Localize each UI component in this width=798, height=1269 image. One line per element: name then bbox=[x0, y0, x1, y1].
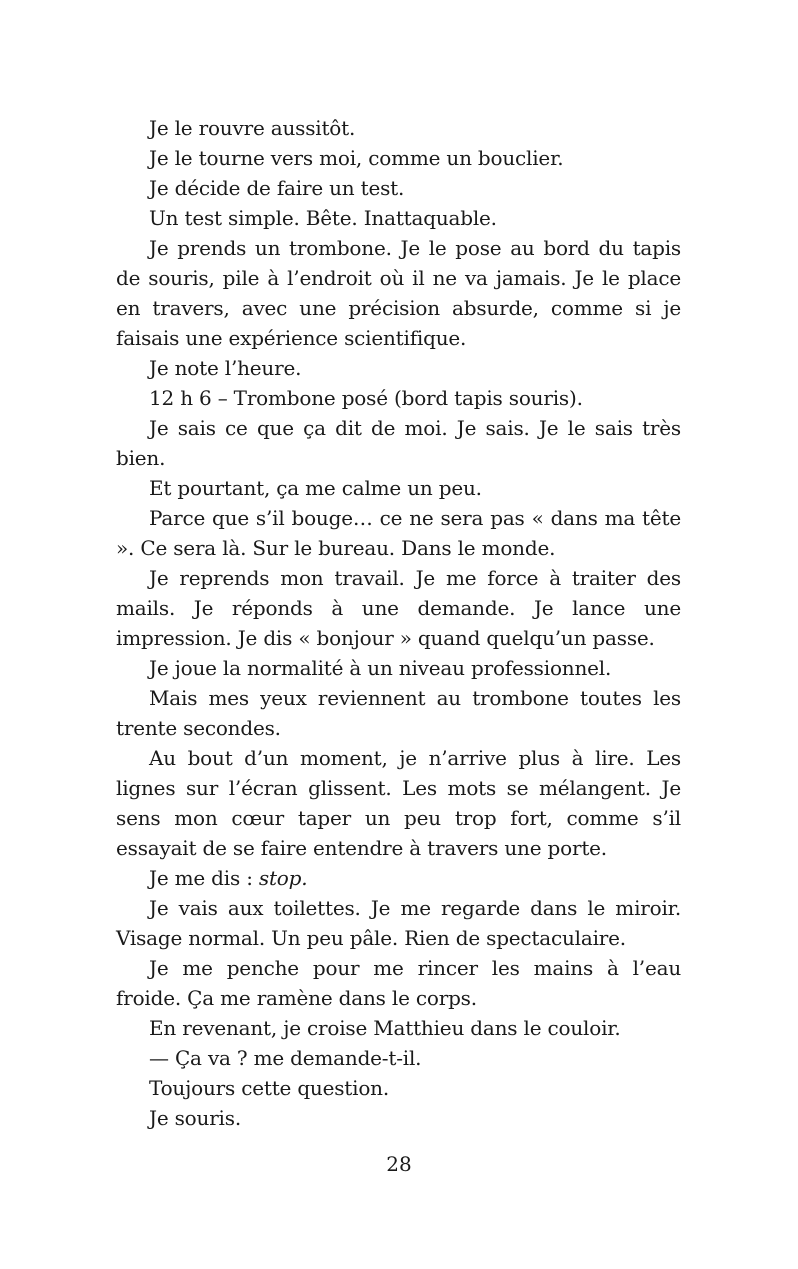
text-block bbox=[116, 113, 681, 1133]
dialogue-line: — Ça va ? me demande-t-il. bbox=[149, 1046, 422, 1070]
paragraph: Au bout d’un moment, je n’arrive plus à lire. Les lignes sur l’écran glissent. Les mots se mélangent. Je sens mon cœur taper un peu trop fort, comme s’il essayait de se faire entendre à travers une porte. bbox=[116, 746, 681, 860]
paragraph: Toujours cette question. bbox=[149, 1076, 390, 1100]
paragraph: En revenant, je croise Matthieu dans le couloir. bbox=[149, 1016, 621, 1040]
paragraph: Mais mes yeux reviennent au trombone toutes les trente secondes. bbox=[116, 686, 681, 740]
paragraph: Je prends un trombone. Je le pose au bord du tapis de souris, pile à l’endroit où il ne va jamais. Je le place en travers, avec une précision absurde, comme si je faisais une expérience scientifique. bbox=[116, 236, 681, 350]
paragraph: Je décide de faire un test. bbox=[149, 176, 405, 200]
paragraph-stop bbox=[116, 863, 681, 893]
paragraph: Je souris. bbox=[149, 1106, 241, 1130]
paragraph: Je reprends mon travail. Je me force à traiter des mails. Je réponds à une demande. Je lance une impression. Je dis « bonjour » quand quelqu’un passe. bbox=[116, 566, 681, 650]
italic-word: stop. bbox=[258, 866, 308, 890]
paragraph: Je le tourne vers moi, comme un bouclier. bbox=[149, 146, 564, 170]
paragraph: Parce que s’il bouge… ce ne sera pas « dans ma tête ». Ce sera là. Sur le bureau. Dans le monde. bbox=[116, 506, 681, 560]
paragraph: Je le rouvre aussitôt. bbox=[149, 116, 356, 140]
paragraph: Je me penche pour me rincer les mains à l’eau froide. Ça me ramène dans le corps. bbox=[116, 956, 681, 1010]
paragraph: 12 h 6 – Trombone posé (bord tapis souris). bbox=[149, 386, 583, 410]
paragraph: Un test simple. Bête. Inattaquable. bbox=[149, 206, 497, 230]
paragraph: Et pourtant, ça me calme un peu. bbox=[149, 476, 482, 500]
paragraph: Je note l’heure. bbox=[149, 356, 302, 380]
paragraph: Je vais aux toilettes. Je me regarde dans le miroir. Visage normal. Un peu pâle. Rien de spectaculaire. bbox=[116, 896, 681, 950]
paragraph-stop-text: Je me dis : bbox=[149, 866, 259, 890]
paragraph: Je sais ce que ça dit de moi. Je sais. Je le sais très bien. bbox=[116, 416, 681, 470]
page-number: 28 bbox=[386, 1152, 412, 1176]
paragraph: Je joue la normalité à un niveau professionnel. bbox=[149, 656, 612, 680]
